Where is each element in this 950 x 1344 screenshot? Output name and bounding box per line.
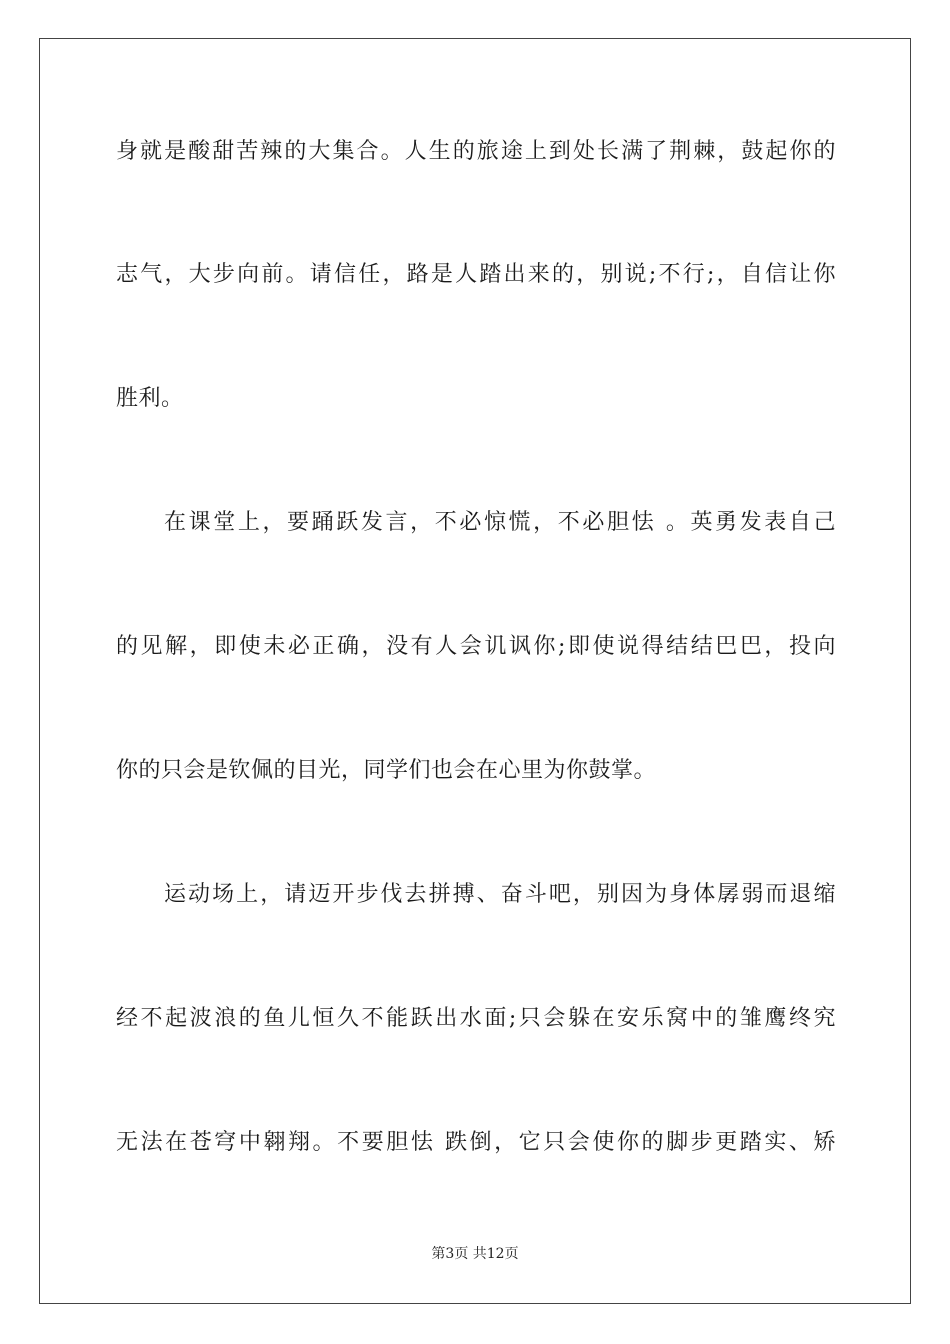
- body-line-2: 志气，大步向前。请信任，路是人踏出来的，别说;不行;，自信让你: [116, 262, 836, 287]
- body-line-6: 你的只会是钦佩的目光，同学们也会在心里为你鼓掌。: [116, 758, 657, 783]
- body-line-1: 身就是酸甜苦辣的大集合。人生的旅途上到处长满了荆棘，鼓起你的: [116, 139, 836, 164]
- body-line-4: 在课堂上，要踊跃发言，不必惊慌，不必胆怯 。英勇发表自己: [164, 510, 836, 535]
- body-line-3: 胜利。: [116, 386, 184, 411]
- body-line-7: 运动场上，请迈开步伐去拼搏、奋斗吧，别因为身体孱弱而退缩: [164, 882, 836, 907]
- page-border: [39, 38, 911, 1304]
- page-footer: 第3页 共12页: [431, 1246, 519, 1262]
- body-line-8: 经不起波浪的鱼儿恒久不能跃出水面;只会躲在安乐窝中的雏鹰终究: [116, 1006, 836, 1031]
- body-line-5: 的见解，即使未必正确，没有人会讥讽你;即使说得结结巴巴，投向: [116, 634, 836, 659]
- body-line-9: 无法在苍穹中翱翔。不要胆怯 跌倒，它只会使你的脚步更踏实、矫: [116, 1130, 836, 1155]
